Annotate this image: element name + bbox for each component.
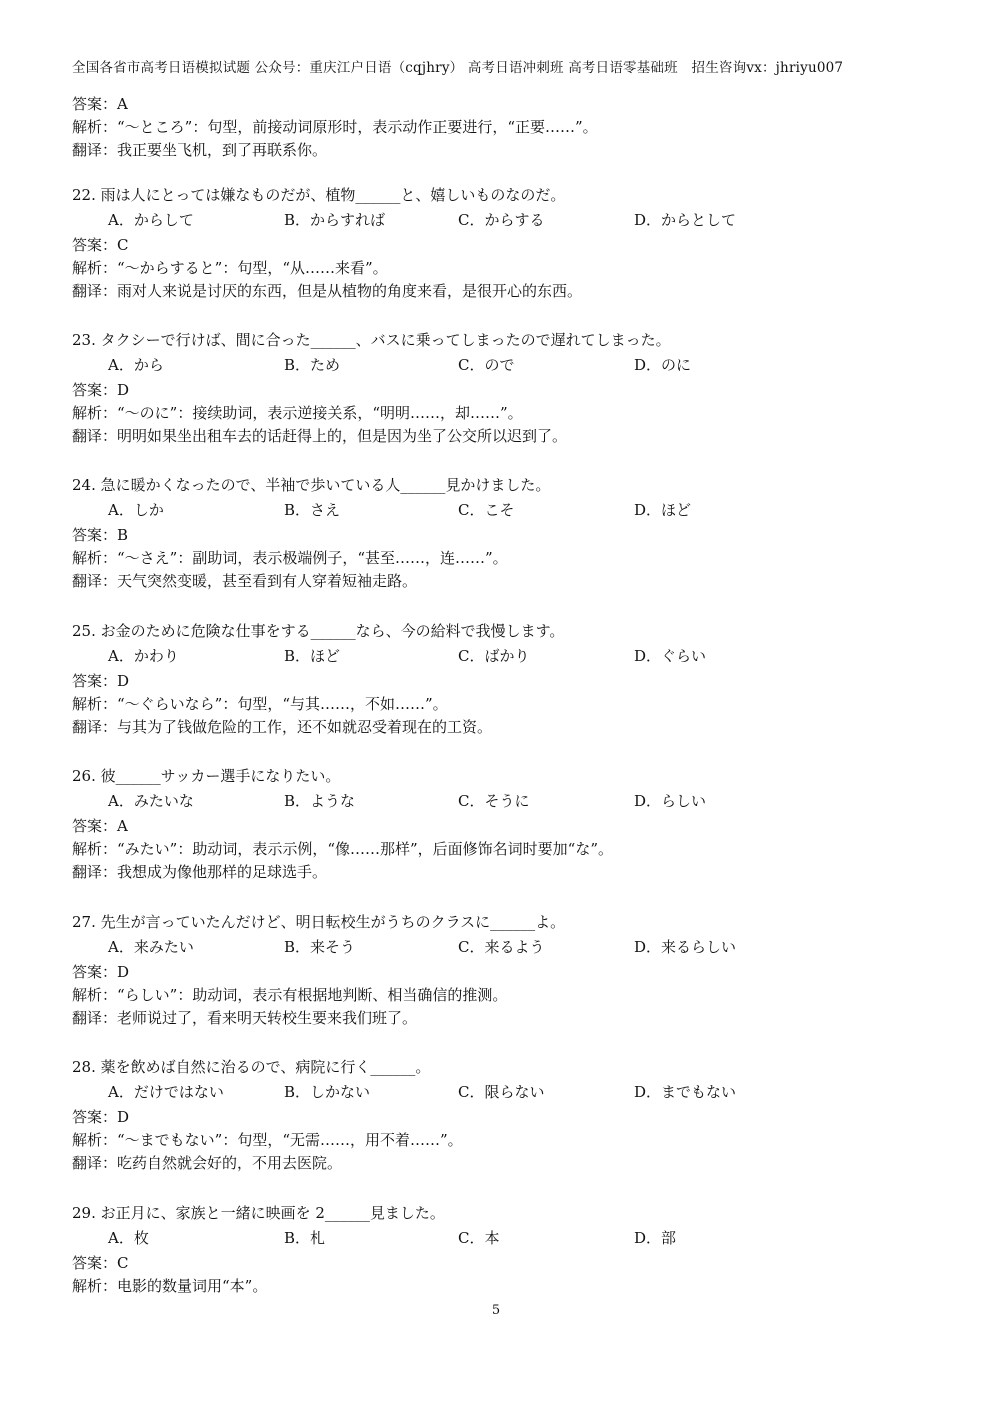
answer-line: 答案：C — [72, 236, 129, 254]
option-b: B．ため — [284, 356, 341, 374]
option-a: A．しか — [108, 501, 164, 519]
translation-line: 翻译：老师说过了，看来明天转校生要来我们班了。 — [72, 1009, 418, 1027]
option-d: D．来るらしい — [634, 938, 737, 956]
option-d: D．部 — [634, 1229, 677, 1247]
option-b: B．ほど — [284, 647, 341, 665]
options-row — [108, 210, 808, 230]
option-d: D．からとして — [634, 211, 737, 229]
answer-line: 答案：D — [72, 1108, 130, 1126]
option-c: C．ばかり — [458, 647, 530, 665]
answer-line: 答案：B — [72, 526, 129, 544]
page-header: 全国各省市高考日语模拟试题 公众号：重庆江户日语（cqjhry） 高考日语冲刺班 高考日语零基础班 招生咨询vx：jhriyu007 — [72, 60, 844, 76]
analysis-line: 解析：“～までもない”：句型，“无需……，用不着……”。 — [72, 1131, 463, 1149]
option-d: D．らしい — [634, 792, 707, 810]
options-row — [108, 1228, 808, 1248]
option-c: C．こそ — [458, 501, 515, 519]
option-d: D．ぐらい — [634, 647, 707, 665]
option-b: B．札 — [284, 1229, 326, 1247]
option-b: B．来そう — [284, 938, 356, 956]
option-c: C．限らない — [458, 1083, 545, 1101]
option-a: A．かわり — [108, 647, 179, 665]
option-b: B．しかない — [284, 1083, 371, 1101]
option-a: A．みたいな — [108, 792, 194, 810]
question-text: 24. 急に暖かくなったので、半袖で歩いている人______見かけました。 — [72, 476, 551, 494]
question-text: 25. お金のために危険な仕事をする______なら、今の給料で我慢します。 — [72, 622, 565, 640]
question-text: 26. 彼______サッカー選手になりたい。 — [72, 767, 341, 785]
option-a: A．枚 — [108, 1229, 149, 1247]
translation-line: 翻译：雨对人来说是讨厌的东西，但是从植物的角度来看，是很开心的东西。 — [72, 282, 583, 300]
translation-line: 翻译：我正要坐飞机，到了再联系你。 — [72, 141, 328, 159]
option-c: C．ので — [458, 356, 515, 374]
option-b: B．からすれば — [284, 211, 386, 229]
options-row — [108, 355, 808, 375]
analysis-line: 解析：“～ぐらいなら”：句型，“与其……，不如……”。 — [72, 695, 448, 713]
option-b: B．ような — [284, 792, 356, 810]
question-text: 22. 雨は人にとっては嫌なものだが、植物______と、嬉しいものなのだ。 — [72, 186, 566, 204]
options-row — [108, 646, 808, 666]
analysis-line: 解析：“～からすると”：句型，“从……来看”。 — [72, 259, 388, 277]
analysis-line: 解析：“～のに”：接续助词，表示逆接关系，“明明……，却……”。 — [72, 404, 523, 422]
analysis-line: 解析：电影的数量词用“本”。 — [72, 1277, 268, 1295]
translation-line: 翻译：吃药自然就会好的，不用去医院。 — [72, 1154, 343, 1172]
option-c: C．本 — [458, 1229, 500, 1247]
translation-line: 翻译：天气突然变暖，甚至看到有人穿着短袖走路。 — [72, 572, 418, 590]
translation-line: 翻译：明明如果坐出租车去的话赶得上的，但是因为坐了公交所以迟到了。 — [72, 427, 568, 445]
option-d: D．のに — [634, 356, 692, 374]
answer-line: 答案：C — [72, 1254, 129, 1272]
option-a: A．来みたい — [108, 938, 194, 956]
question-text: 29. お正月に、家族と一緒に映画を 2______見ました。 — [72, 1204, 445, 1222]
option-a: A．からして — [108, 211, 194, 229]
translation-line: 翻译：与其为了钱做危险的工作，还不如就忍受着现在的工资。 — [72, 718, 493, 736]
answer-line: 答案：A — [72, 95, 128, 113]
option-b: B．さえ — [284, 501, 341, 519]
option-c: C．からする — [458, 211, 545, 229]
answer-line: 答案：A — [72, 817, 128, 835]
question-text: 23. タクシーで行けば、間に合った______、バスに乗ってしまったので遅れてしまった。 — [72, 331, 671, 349]
option-a: A．から — [108, 356, 164, 374]
analysis-line: 解析：“～さえ”：副助词，表示极端例子，“甚至……，连……”。 — [72, 549, 508, 567]
answer-line: 答案：D — [72, 963, 130, 981]
answer-line: 答案：D — [72, 381, 130, 399]
analysis-line: 解析：“みたい”：助动词，表示示例，“像……那样”，后面修饰名词时要加“な”。 — [72, 840, 614, 858]
analysis-line: 解析：“～ところ”：句型，前接动词原形时，表示动作正要进行，“正要……”。 — [72, 118, 598, 136]
option-d: D．までもない — [634, 1083, 737, 1101]
option-c: C．そうに — [458, 792, 530, 810]
answer-line: 答案：D — [72, 672, 130, 690]
page-number: 5 — [491, 1303, 501, 1318]
options-row — [108, 791, 808, 811]
option-c: C．来るよう — [458, 938, 545, 956]
translation-line: 翻译：我想成为像他那样的足球选手。 — [72, 863, 328, 881]
options-row — [108, 1082, 808, 1102]
options-row — [108, 500, 808, 520]
analysis-line: 解析：“らしい”：助动词，表示有根据地判断、相当确信的推测。 — [72, 986, 508, 1004]
option-a: A．だけではない — [108, 1083, 224, 1101]
question-text: 27. 先生が言っていたんだけど、明日転校生がうちのクラスに______よ。 — [72, 913, 566, 931]
option-d: D．ほど — [634, 501, 692, 519]
options-row — [108, 937, 808, 957]
question-text: 28. 薬を飲めば自然に治るので、病院に行く______。 — [72, 1058, 431, 1076]
